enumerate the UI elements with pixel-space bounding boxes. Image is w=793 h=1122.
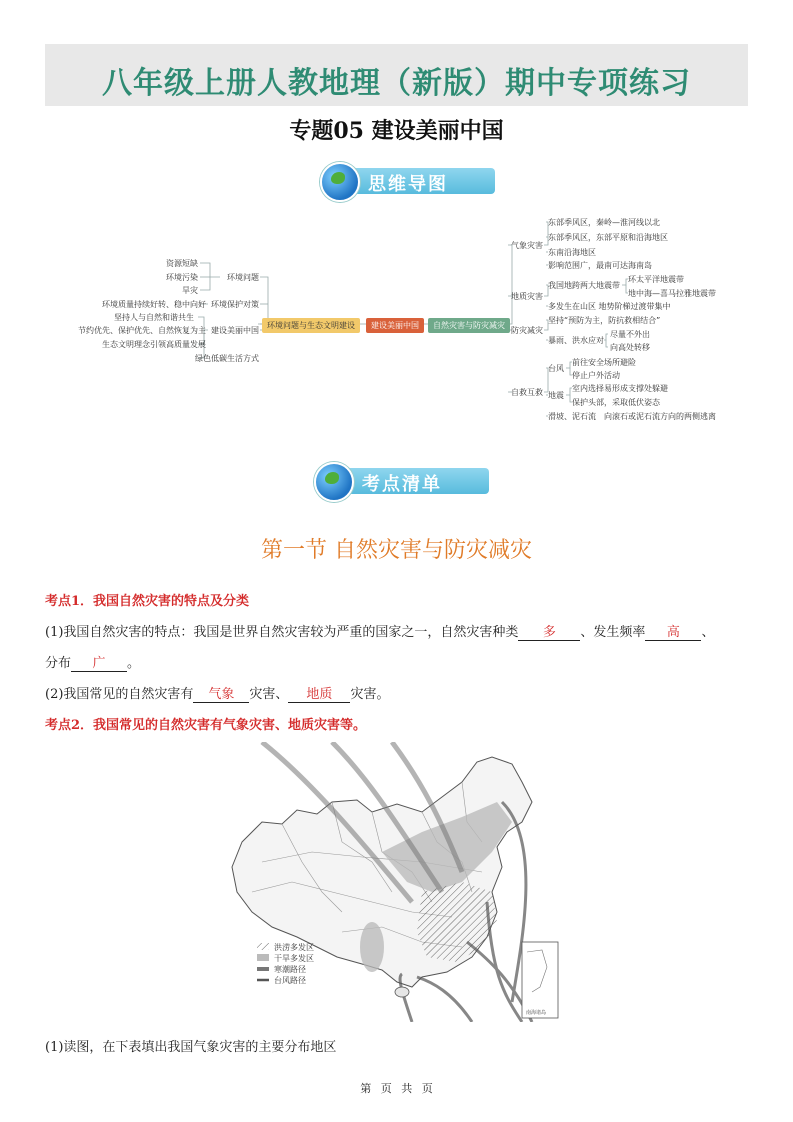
mm-typhoon-label: 台风 <box>548 364 564 373</box>
page-footer <box>0 1080 793 1096</box>
mm-left-leaf: 旱灾 <box>182 286 198 295</box>
mm-left-leaf: 环境污染 <box>166 273 198 282</box>
mm-geo-belt: 地中海—喜马拉雅地震带 <box>628 289 716 298</box>
footer-gong: 共 <box>401 1082 413 1095</box>
south-china-sea-inset <box>522 942 558 1018</box>
mm-quake-item: 保护头部，采取低伏姿态 <box>572 398 660 407</box>
paragraph-1-line-2 <box>45 652 140 672</box>
answer-blank: 气象 <box>193 683 249 703</box>
paragraph-2 <box>45 683 389 703</box>
mm-right-cat-3: 防灾减灾 <box>511 326 543 335</box>
map-legend <box>257 942 314 985</box>
p1-prefix: (1)我国自然灾害的特点：我国是世界自然灾害较为严重的国家之一，自然灾害种类 <box>45 625 519 640</box>
mm-right-cat-1: 气象灾害 <box>511 241 543 250</box>
p1-mid2: 、 <box>701 625 715 640</box>
mm-left-leaf: 节约优先、保护优先、自然恢复为主 <box>78 326 206 335</box>
section-title: 第一节 自然灾害与防灾减灾 <box>261 538 532 563</box>
mm-geo-label: 我国地跨两大地震带 <box>548 281 620 290</box>
mm-left-leaf: 绿色低碳生活方式 <box>195 354 259 363</box>
mm-left-leaf: 坚持人与自然和谐共生 <box>114 313 194 322</box>
p1-end: 。 <box>127 656 141 671</box>
china-map <box>222 742 562 1022</box>
legend-typhoon: 台风路径 <box>274 976 306 985</box>
p2-prefix: (2)我国常见的自然灾害有 <box>45 687 194 702</box>
mm-geo-belt: 环太平洋地震带 <box>628 275 684 284</box>
mm-prevention: 坚持“预防为主，防抗救相结合” <box>548 316 661 325</box>
mm-right-cat-2: 地质灾害 <box>511 292 543 301</box>
mm-weather-item: 影响范围广，最南可达海南岛 <box>548 261 652 270</box>
paragraph-1-line-1 <box>45 621 714 641</box>
inset-label: 南海诸岛 <box>526 1010 547 1016</box>
p2-end: 灾害。 <box>350 687 390 702</box>
mm-rain-item: 向高处转移 <box>610 343 650 352</box>
mm-rain-item: 尽量不外出 <box>610 330 650 339</box>
legend-drought: 干旱多发区 <box>274 954 314 963</box>
page-title: 八年级上册人教地理（新版）期中专项练习 <box>102 66 691 101</box>
mm-typhoon-item: 停止户外活动 <box>572 371 620 380</box>
answer-blank: 高 <box>645 621 701 641</box>
legend-flood: 洪涝多发区 <box>274 943 314 952</box>
flood-zone <box>417 882 497 962</box>
mm-landslide-item: 向滚石或泥石流方向的两侧逃离 <box>604 412 716 421</box>
p2-mid: 灾害、 <box>249 687 289 702</box>
mm-left-leaf: 资源短缺 <box>166 259 198 268</box>
mm-quake-item: 室内选择易形成支撑处躲避 <box>572 384 668 393</box>
checklist-badge-label: 考点清单 <box>362 474 442 495</box>
footer-ye2: 页 <box>421 1082 433 1095</box>
mm-root: 建设美丽中国 <box>366 318 424 333</box>
disaster-map <box>222 742 562 1022</box>
topic-heading: 专题05 建设美丽中国 <box>289 118 504 144</box>
mm-left-cat-1: 环境问题 <box>227 273 259 282</box>
legend-cold-wave: 寒潮路径 <box>274 965 306 974</box>
mm-left-mid: 环境问题与生态文明建设 <box>262 318 360 333</box>
checklist-badge <box>314 462 489 498</box>
mm-weather-item: 东部季风区，东部平原和沿海地区 <box>548 233 668 242</box>
answer-blank: 多 <box>518 621 580 641</box>
globe-icon <box>314 462 354 502</box>
kaodian-1: 考点1．我国自然灾害的特点及分类 <box>45 594 250 609</box>
mm-weather-item: 东部季风区，秦岭—淮河线以北 <box>548 218 660 227</box>
answer-blank: 广 <box>71 652 127 672</box>
mm-left-leaf: 生态文明理念引领高质量发展 <box>102 340 206 349</box>
p1-line2-prefix: 分布 <box>45 656 72 671</box>
mm-right-cat-4: 自救互救 <box>511 388 543 397</box>
mindmap-badge-label: 思维导图 <box>368 174 448 195</box>
mm-quake-label: 地震 <box>548 391 564 400</box>
kaodian-2: 考点2．我国常见的自然灾害有气象灾害、地质灾害等。 <box>45 718 367 733</box>
answer-blank: 地质 <box>288 683 350 703</box>
mm-weather-item: 东南沿海地区 <box>548 248 596 257</box>
question-1: (1)读图，在下表填出我国气象灾害的主要分布地区 <box>45 1040 337 1055</box>
mm-typhoon-item: 前往安全场所避险 <box>572 358 636 367</box>
mm-geo-other: 多发生在山区 地势阶梯过渡带集中 <box>548 302 671 311</box>
footer-ye1: 页 <box>380 1082 392 1095</box>
mind-map-lines <box>0 0 793 440</box>
mm-landslide-label: 滑坡、泥石流 <box>548 412 596 421</box>
p1-mid1: 、发生频率 <box>580 625 646 640</box>
footer-di: 第 <box>360 1082 372 1095</box>
mm-left-cat-2: 环境保护对策 <box>211 300 259 309</box>
mm-right-mid: 自然灾害与防灾减灾 <box>428 318 510 333</box>
mm-left-cat-3: 建设美丽中国 <box>211 326 259 335</box>
mm-rain-label: 暴雨、洪水应对 <box>548 336 604 345</box>
mm-left-leaf: 环境质量持续好转、稳中向好 <box>102 300 206 309</box>
